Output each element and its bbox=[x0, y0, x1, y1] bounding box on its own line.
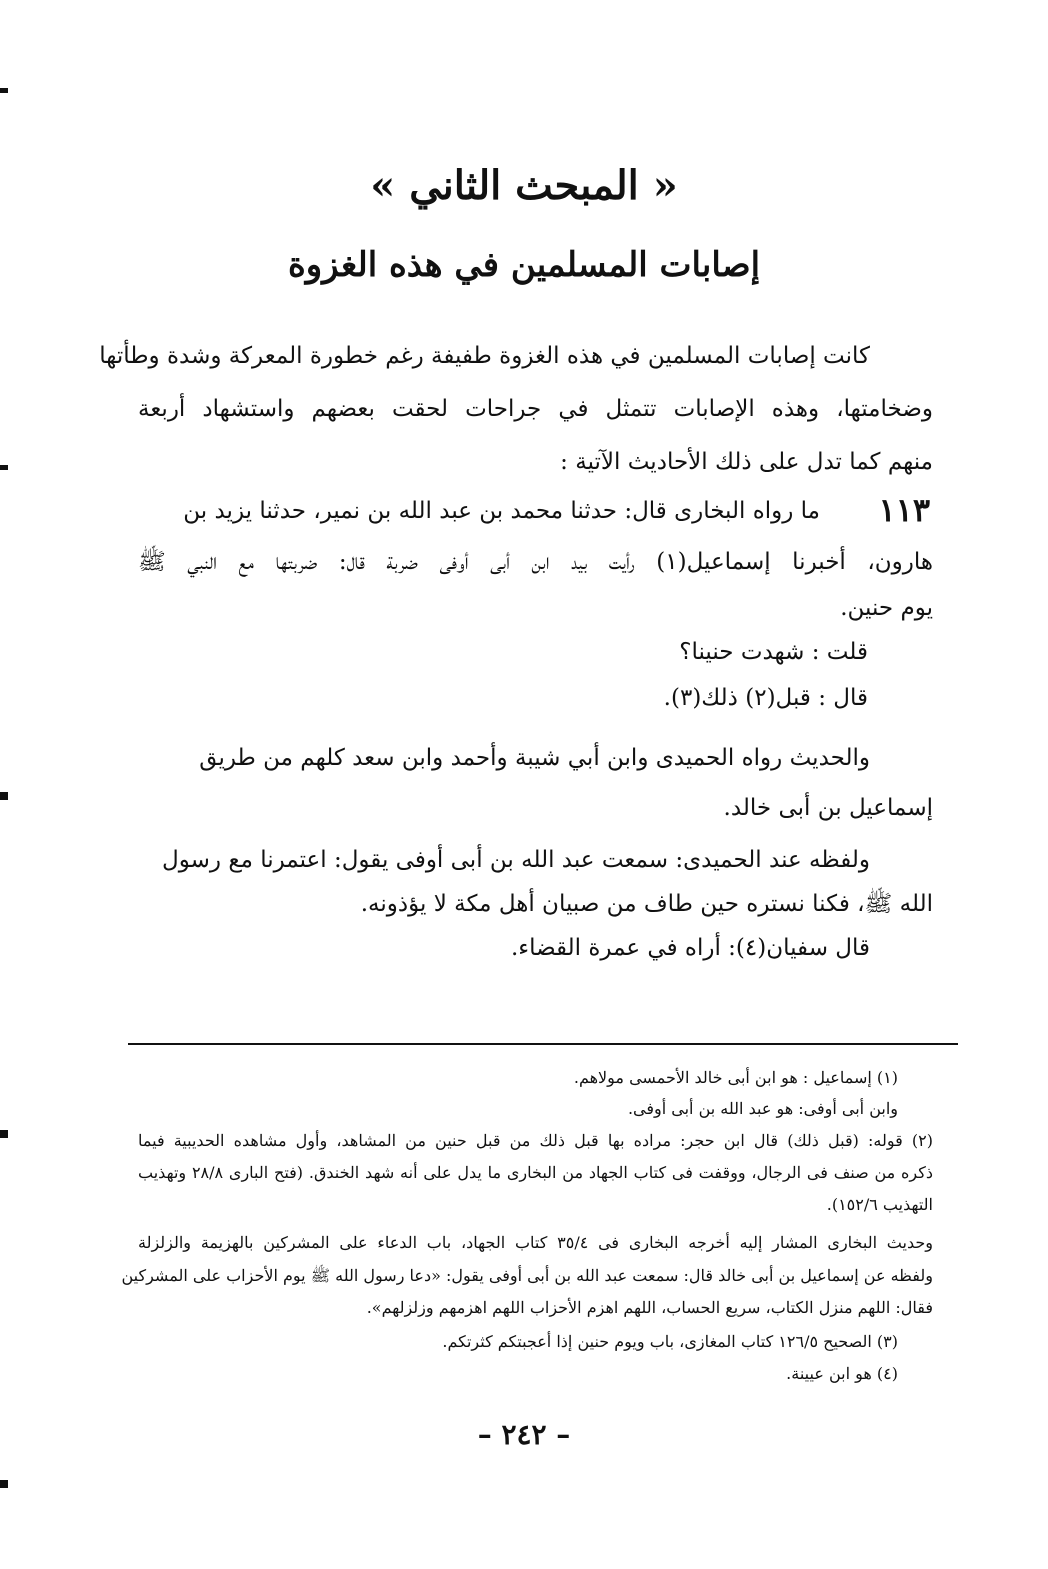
dialog-line: قال : قبل(٢) ذلك(٣). bbox=[663, 685, 868, 711]
dialog-line: قلت : شهدت حنينا؟ bbox=[679, 639, 868, 665]
hadith-line: يوم حنين. bbox=[840, 595, 933, 621]
chapter-title: « المبحث الثاني » bbox=[370, 162, 678, 209]
scan-edge-mark bbox=[0, 88, 8, 93]
section-title: إصابات المسلمين في هذه الغزوة bbox=[287, 245, 761, 285]
scan-edge-mark bbox=[0, 1480, 8, 1488]
footnote-line: وحديث البخارى المشار إليه أخرجه البخارى فى ٣٥/٤ كتاب الجهاد، باب الدعاء على المشركين بالهزيمة والزلزلة bbox=[138, 1233, 933, 1252]
scan-edge-mark bbox=[0, 1130, 8, 1138]
footnote-line: ذكره من صنف فى الرجال، ووقفت فى كتاب الجهاد من البخارى ما يدل على أنه شهد الخندق. (فتح البارى ٢٨/٨ وتهذيب bbox=[138, 1163, 934, 1182]
commentary-line: ولفظه عند الحميدى: سمعت عبد الله بن أبى أوفى يقول: اعتمرنا مع رسول bbox=[162, 847, 870, 873]
footnote-line: (٤) هو ابن عيينة. bbox=[786, 1364, 898, 1383]
hadith-line: ما رواه البخارى قال: حدثنا محمد بن عبد الله بن نمير، حدثنا يزيد بن bbox=[183, 498, 820, 524]
scan-edge-mark bbox=[0, 792, 8, 800]
footnote-line: فقال: اللهم منزل الكتاب، سريع الحساب، اللهم اهزم الأحزاب اللهم اهزمهم وزلزلهم». bbox=[366, 1298, 933, 1317]
footnote-line: (٣) الصحيح ١٢٦/٥ كتاب المغازى، باب ويوم حنين إذا أعجبتكم كثرتكم. bbox=[442, 1332, 898, 1351]
footnote-line: (١) إسماعيل : هو ابن أبى خالد الأحمسى مولاهم. bbox=[573, 1068, 898, 1087]
page-number: – ٢٤٢ – bbox=[477, 1418, 571, 1451]
intro-line: منهم كما تدل على ذلك الأحاديث الآتية : bbox=[560, 449, 933, 475]
footnote-line: ولفظه عن إسماعيل بن أبى خالد قال: سمعت عبد الله بن أبى أوفى يقول: «دعا رسول الله ﷺ يوم الأحزاب على المشركين bbox=[121, 1266, 933, 1285]
commentary-line: الله ﷺ، فكنا نستره حين طاف من صبيان أهل مكة لا يؤذونه. bbox=[360, 891, 933, 917]
commentary-line: والحديث رواه الحميدى وابن أبي شيبة وأحمد وابن سعد كلهم من طريق bbox=[199, 745, 870, 771]
scan-edge-mark bbox=[0, 465, 8, 470]
footnote-line: (٢) قوله: (قبل ذلك) قال ابن حجر: مراده بها قبل ذلك من قبل حنين من المشاهد، وأول مشاهده الحديبية فيما bbox=[138, 1131, 933, 1150]
footnote-line: وابن أبى أوفى: هو عبد الله بن أبى أوفى. bbox=[627, 1099, 898, 1118]
commentary-line: قال سفيان(٤): أراه في عمرة القضاء. bbox=[510, 935, 870, 961]
footnote-line: التهذيب ١٥٢/٦). bbox=[826, 1195, 933, 1214]
footnote-divider bbox=[128, 1043, 958, 1045]
intro-line: وضخامتها، وهذه الإصابات تتمثل في جراحات لحقت بعضهم واستشهاد أربعة bbox=[138, 396, 933, 422]
intro-line: كانت إصابات المسلمين في هذه الغزوة طفيفة رغم خطورة المعركة وشدة وطأتها bbox=[99, 343, 870, 369]
commentary-line: إسماعيل بن أبى خالد. bbox=[723, 795, 933, 821]
hadith-line: هارون، أخبرنا إسماعيل(١) رأيت بيد ابن أبى أوفى ضربة قال: ضربتها مع النبي ﷺ bbox=[138, 549, 933, 575]
hadith-number: ١١٣ bbox=[878, 491, 930, 529]
